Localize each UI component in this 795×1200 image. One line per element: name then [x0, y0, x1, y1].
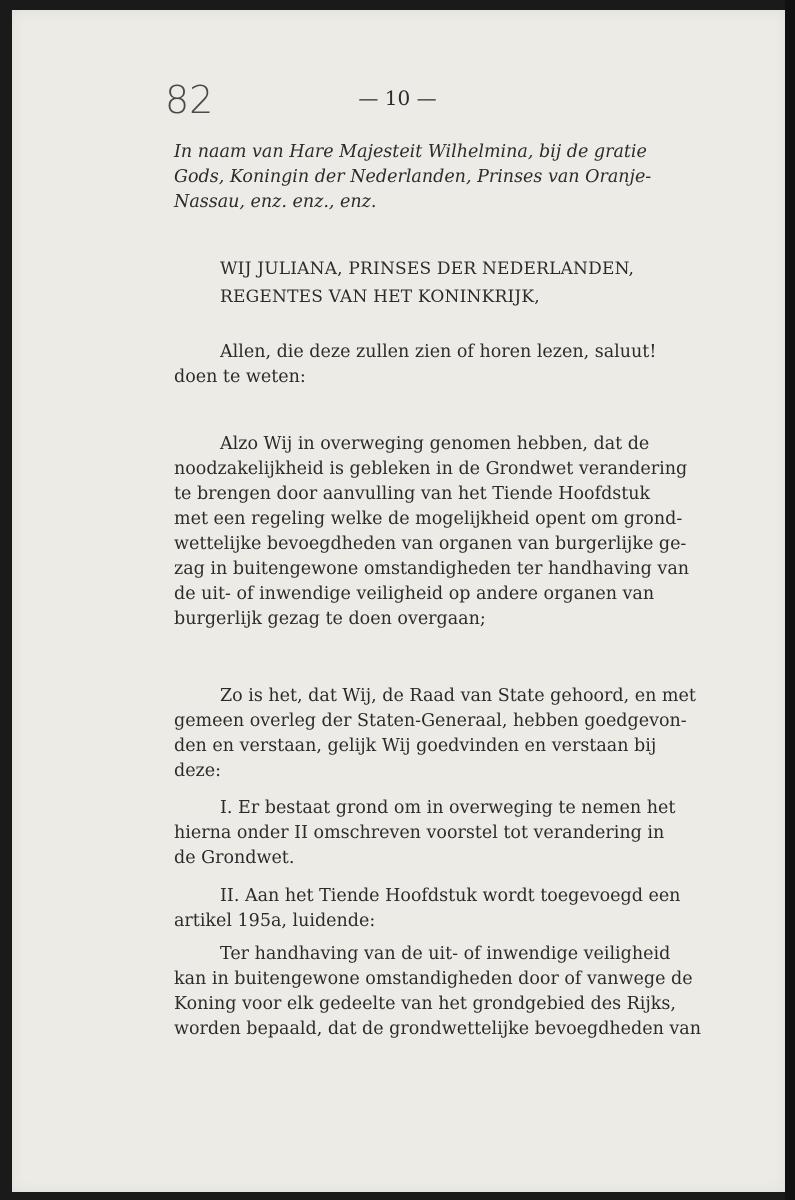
paragraph-line: II. Aan het Tiende Hoofdstuk wordt toegevoegd een — [220, 886, 681, 906]
paragraph-line: met een regeling welke de mogelijkheid opent om grond- — [174, 509, 683, 529]
paragraph-line: Allen, die deze zullen zien of horen lezen, saluut! — [220, 342, 657, 362]
paragraph-line: gemeen overleg der Staten-Generaal, hebben goedgevon- — [174, 711, 687, 731]
intro-line: In naam van Hare Majesteit Wilhelmina, bij de gratie — [174, 142, 647, 162]
paragraph-line: wettelijke bevoegdheden van organen van burgerlijke ge- — [174, 534, 687, 554]
paragraph-line: Zo is het, dat Wij, de Raad van State gehoord, en met — [220, 686, 696, 706]
considerations-paragraph — [174, 432, 760, 632]
paragraph-line: noodzakelijkheid is gebleken in de Grondwet verandering — [174, 459, 688, 479]
heading-line: WIJ JULIANA, PRINSES DER NEDERLANDEN, — [220, 259, 635, 279]
intro-line: Gods, Koningin der Nederlanden, Prinses van Oranje- — [174, 167, 652, 187]
page-edge-shadow — [785, 0, 795, 1200]
paragraph-line: hierna onder II omschreven voorstel tot verandering in — [174, 823, 665, 843]
paragraph-line: kan in buitengewone omstandigheden door of vanwege de — [174, 969, 693, 989]
paragraph-line: burgerlijk gezag te doen overgaan; — [174, 609, 486, 629]
handwritten-page-number: 82 — [165, 78, 214, 122]
article-ii-paragraph — [174, 884, 760, 934]
paragraph-line: Ter handhaving van de uit- of inwendige veiligheid — [220, 944, 671, 964]
paragraph-line: Alzo Wij in overweging genomen hebben, dat de — [220, 434, 650, 454]
heading-line: REGENTES VAN HET KONINKRIJK, — [220, 287, 540, 307]
decree-heading — [220, 255, 765, 311]
intro-paragraph — [174, 140, 760, 215]
enactment-paragraph — [174, 684, 760, 784]
paragraph-line: Koning voor elk gedeelte van het grondgebied des Rijks, — [174, 994, 676, 1014]
article-195a-text — [174, 942, 760, 1042]
paragraph-line: deze: — [174, 761, 222, 781]
article-i-paragraph — [174, 796, 760, 871]
paragraph-line: I. Er bestaat grond om in overweging te nemen het — [220, 798, 676, 818]
printed-page-number: — 10 — — [358, 86, 437, 110]
paragraph-line: worden bepaald, dat de grondwettelijke bevoegdheden van — [174, 1019, 702, 1039]
paragraph-line: de Grondwet. — [174, 848, 295, 868]
paragraph-line: artikel 195a, luidende: — [174, 911, 376, 931]
paragraph-line: te brengen door aanvulling van het Tiende Hoofdstuk — [174, 484, 651, 504]
intro-line: Nassau, enz. enz., enz. — [174, 192, 377, 212]
paragraph-line: de uit- of inwendige veiligheid op andere organen van — [174, 584, 655, 604]
paragraph-line: zag in buitengewone omstandigheden ter handhaving van — [174, 559, 690, 579]
greeting-paragraph — [174, 340, 760, 390]
paragraph-line: doen te weten: — [174, 367, 306, 387]
paragraph-line: den en verstaan, gelijk Wij goedvinden en verstaan bij — [174, 736, 657, 756]
